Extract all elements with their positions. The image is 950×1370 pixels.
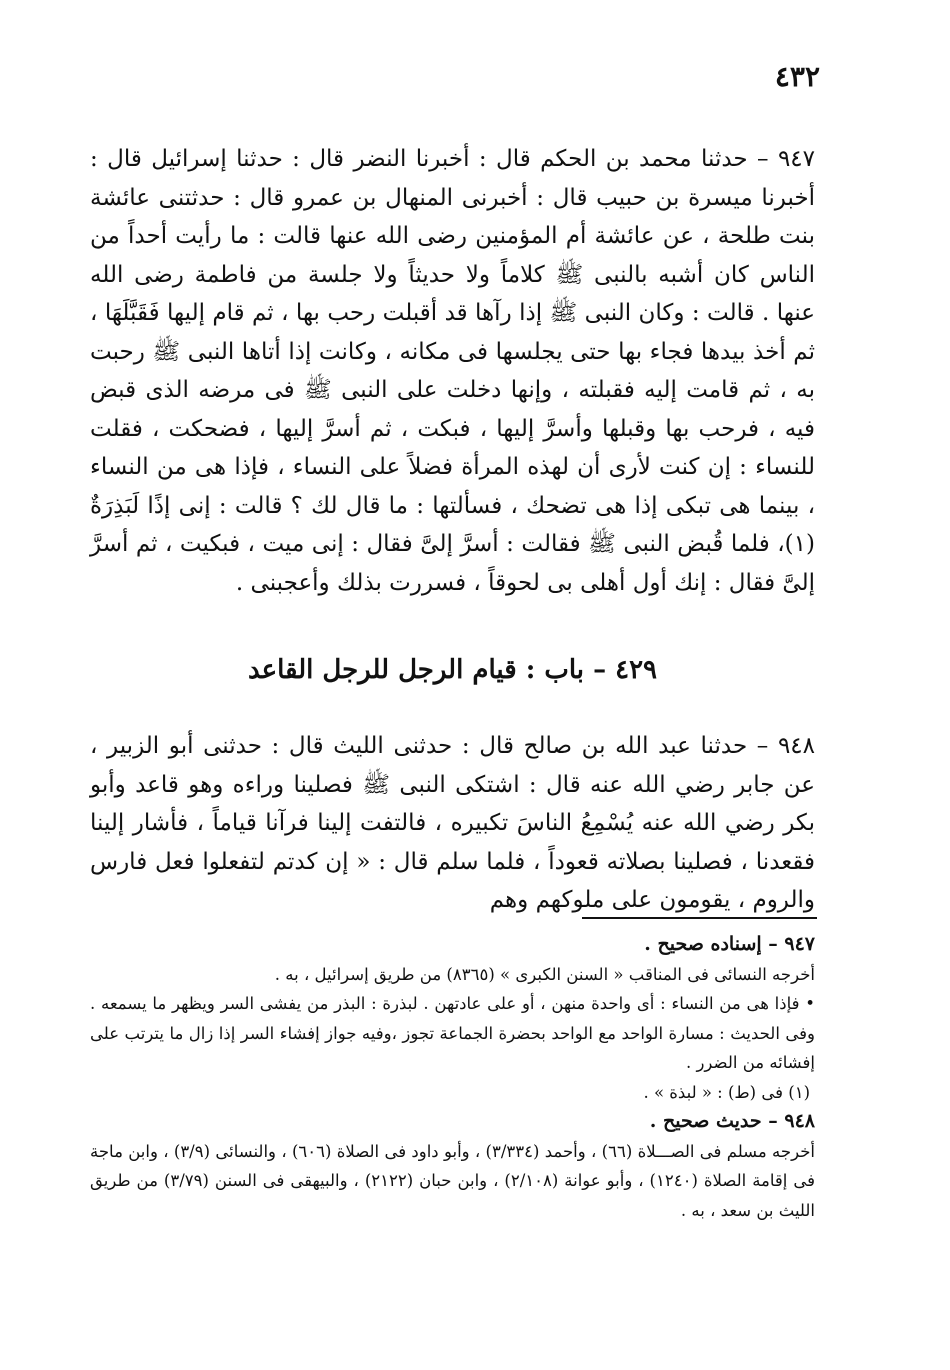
footnote-947-heading: ٩٤٧ – إسناده صحيح . [644,933,815,955]
chapter-heading: ٤٢٩ – باب : قيام الرجل للرجل القاعد [247,655,658,685]
hadith-947-block [90,140,815,602]
hadith-947-text: ٩٤٧ – حدثنا محمد بن الحكم قال : أخبرنا النضر قال : حدثنا إسرائيل قال : أخبرنا ميسرة بن حبيب قال : أخبرنى المنهال بن عمرو قال : حدثتنى عائشة بنت طلحة ، عن عائشة أم المؤمنين رضى الله عنها قالت : ما رأيت أحداً من الناس كان أشبه بالنبى ﷺ كلاماً ولا حديثاً ولا جلسة من فاطمة رضى الله عنها . قالت : وكان النبى ﷺ إذا رآها قد أقبلت رحب بها ، ثم قام إليها فَقَبَّلَهَا ، ثم أخذ بيدها فجاء بها حتى يجلسها فى مكانه ، وكانت إذا أتاها النبى ﷺ رحبت به ، ثم قامت إليه فقبلته ، وإنها دخلت على النبى ﷺ فى مرضه الذى قبض فيه ، فرحب بها وقبلها وأسرَّ إليها ، فبكت ، ثم أسرَّ إليها ، فضحكت ، فقلت للنساء : إن كنت لأرى أن لهذه المرأة فضلاً على النساء ، فإذا هى من النساء ، بينما هى تبكى إذا هى تضحك ، فسألتها : ما قال لك ؟ قالت : إنى إذًا لَبَذِرَةٌ (١)، فلما قُبض النبى ﷺ فقالت : أسرَّ إلىَّ فقال : إنى ميت ، فبكيت ، ثم أسرَّ إلىَّ فقال : إنك أول أهلى بى لحوقاً ، فسررت بذلك وأعجبنى . [90,146,815,596]
footnote-948-source: أخرجه مسلم فى الصـــلاة (٦٦) ، وأحمد (٣/٣٣٤) ، وأبو داود فى الصلاة (٦٠٦) ، والنسائى (٣/٩) ، وابن ماجة فى إقامة الصلاة (١٢٤٠) ، وأبو عوانة (٢/١٠٨) ، وابن حبان (٢١٢٢) ، والبيهقى فى السنن (٣/٧٩) من طريق الليث بن سعد ، به . [90,1141,815,1220]
hadith-948-block [90,727,815,920]
page-number: ٤٣٢ [774,60,820,93]
hadith-948-text: ٩٤٨ – حدثنا عبد الله بن صالح قال : حدثنى الليث قال : حدثنى أبو الزبير ، عن جابر رضي الله عنه قال : اشتكى النبى ﷺ فصلينا وراءه وهو قاعد وأبو بكر رضي الله عنه يُسْمِعُ الناسَ تكبيره ، فالتفت إلينا فرآنا قياماً ، فأشار إلينا فقعدنا ، فصلينا بصلاته قعوداً ، فلما سلم قال : « إن كدتم لتفعلوا فعل فارس والروم ، يقومون على ملوكهم وهم [90,733,815,913]
footnote-1: (١) فى (ط) : « لبذة » . [643,1082,810,1102]
footnote-948-heading: ٩٤٨ – حديث صحيح . [649,1110,815,1132]
footnote-divider [582,917,817,919]
footnote-947-explanation: • فإذا هى من النساء : أى واحدة منهن ، أو على عادتهن . لبذرة : البذر من يفشى السر ويظهر ما يسمعه . وفى الحديث : مسارة الواحد مع الواحد بحضرة الجماعة تجوز ،وفيه جواز إفشاء السر إذا زال ما يترتب على إفشائه من الضرر . [90,994,815,1072]
footnote-947-source: أخرجه النسائى فى المناقب « السنن الكبرى » (٨٣٦٥) من طريق إسرائيل ، به . [274,964,815,984]
footnotes-section [90,930,815,1225]
